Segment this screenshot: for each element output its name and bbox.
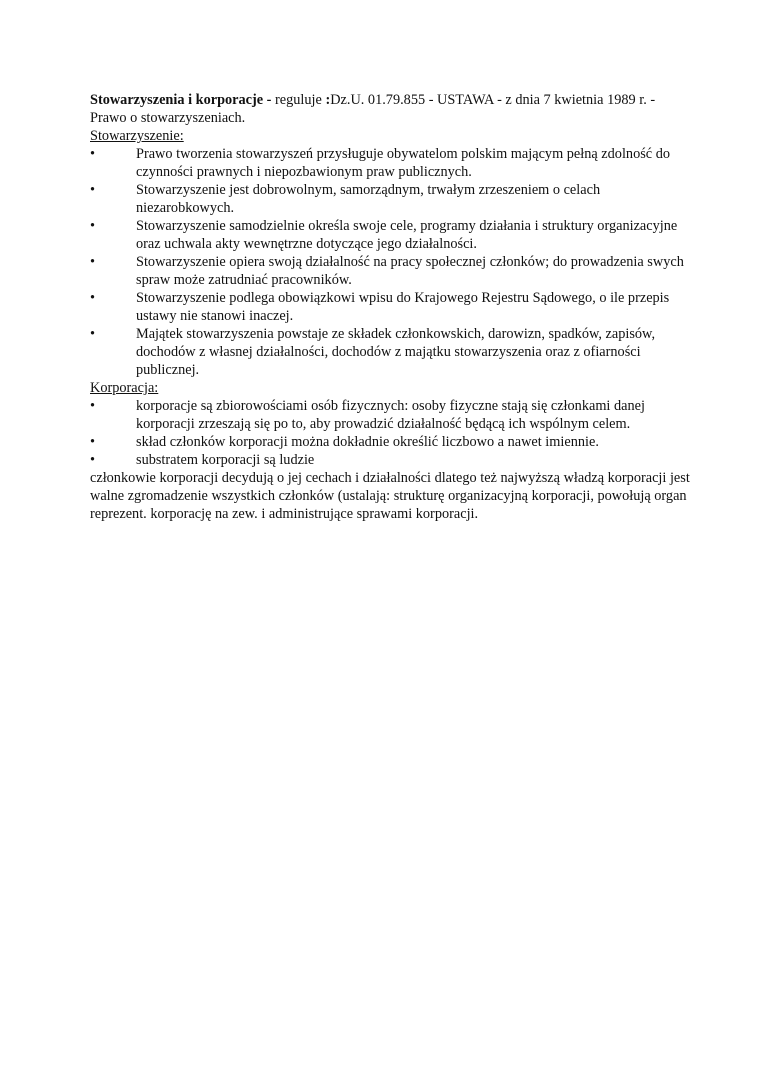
bullet-icon: • [90, 452, 96, 468]
bullet-icon: • [90, 434, 96, 450]
list-item [90, 397, 690, 433]
list-item-text: korporacje są zbiorowościami osób fizycznych: osoby fizyczne stają się członkami danej korporacji zrzeszają się po to, aby prowadzić działalność będącą ich wspólnym celem. [136, 398, 645, 432]
list-item [90, 325, 690, 379]
heading-verb: reguluje [271, 92, 326, 108]
stowarzyszenie-list [90, 145, 690, 379]
heading-title: Stowarzyszenia i korporacje - [90, 92, 272, 108]
heading-citation: Dz.U. 01.79.855 - USTAWA - z dnia 7 kwietnia 1989 r. - Prawo o stowarzyszeniach. [90, 92, 656, 126]
bullet-icon: • [90, 218, 96, 234]
list-item [90, 433, 690, 451]
list-item-text: Prawo tworzenia stowarzyszeń przysługuje obywatelom polskim mającym pełną zdolność do czynności prawnych i niepozbawionym praw publicznych. [136, 146, 671, 180]
korporacja-list [90, 397, 690, 469]
list-item [90, 181, 690, 217]
list-item [90, 451, 690, 469]
list-item-text: Stowarzyszenie jest dobrowolnym, samorządnym, trwałym zrzeszeniem o celach niezarobkowych. [136, 182, 601, 216]
bullet-icon: • [90, 398, 96, 414]
bullet-icon: • [90, 146, 96, 162]
section-label-stowarzyszenie: Stowarzyszenie: [90, 128, 184, 144]
document-heading [90, 91, 690, 127]
bullet-icon: • [90, 254, 96, 270]
section-label-korporacja: Korporacja: [90, 380, 159, 396]
list-item-text: Majątek stowarzyszenia powstaje ze składek członkowskich, darowizn, spadków, zapisów, dochodów z własnej działalności, dochodów z majątku stowarzyszenia oraz z ofiarności publicznej. [136, 326, 656, 378]
list-item-text: substratem korporacji są ludzie [136, 452, 315, 468]
bullet-icon: • [90, 326, 96, 342]
heading-colon: : [325, 92, 331, 108]
closing-paragraph: członkowie korporacji decydują o jej cechach i działalności dlatego też najwyższą władzą korporacji jest walne zgromadzenie wszystkich członków (ustalają: strukturę organizacyjną korporacji, powołują organ reprezent. korporację na zew. i administrujące sprawami korporacji. [90, 470, 690, 522]
list-item [90, 289, 690, 325]
list-item-text: Stowarzyszenie samodzielnie określa swoje cele, programy działania i struktury organizacyjne oraz uchwala akty wewnętrzne dotyczące jego działalności. [136, 218, 678, 252]
list-item [90, 253, 690, 289]
document-page [90, 91, 690, 523]
list-item-text: skład członków korporacji można dokładnie określić liczbowo a nawet imiennie. [136, 434, 599, 450]
list-item-text: Stowarzyszenie podlega obowiązkowi wpisu do Krajowego Rejestru Sądowego, o ile przepis ustawy nie stanowi inaczej. [136, 290, 670, 324]
list-item-text: Stowarzyszenie opiera swoją działalność na pracy społecznej członków; do prowadzenia swych spraw może zatrudniać pracowników. [136, 254, 684, 288]
bullet-icon: • [90, 182, 96, 198]
list-item [90, 217, 690, 253]
bullet-icon: • [90, 290, 96, 306]
list-item [90, 145, 690, 181]
